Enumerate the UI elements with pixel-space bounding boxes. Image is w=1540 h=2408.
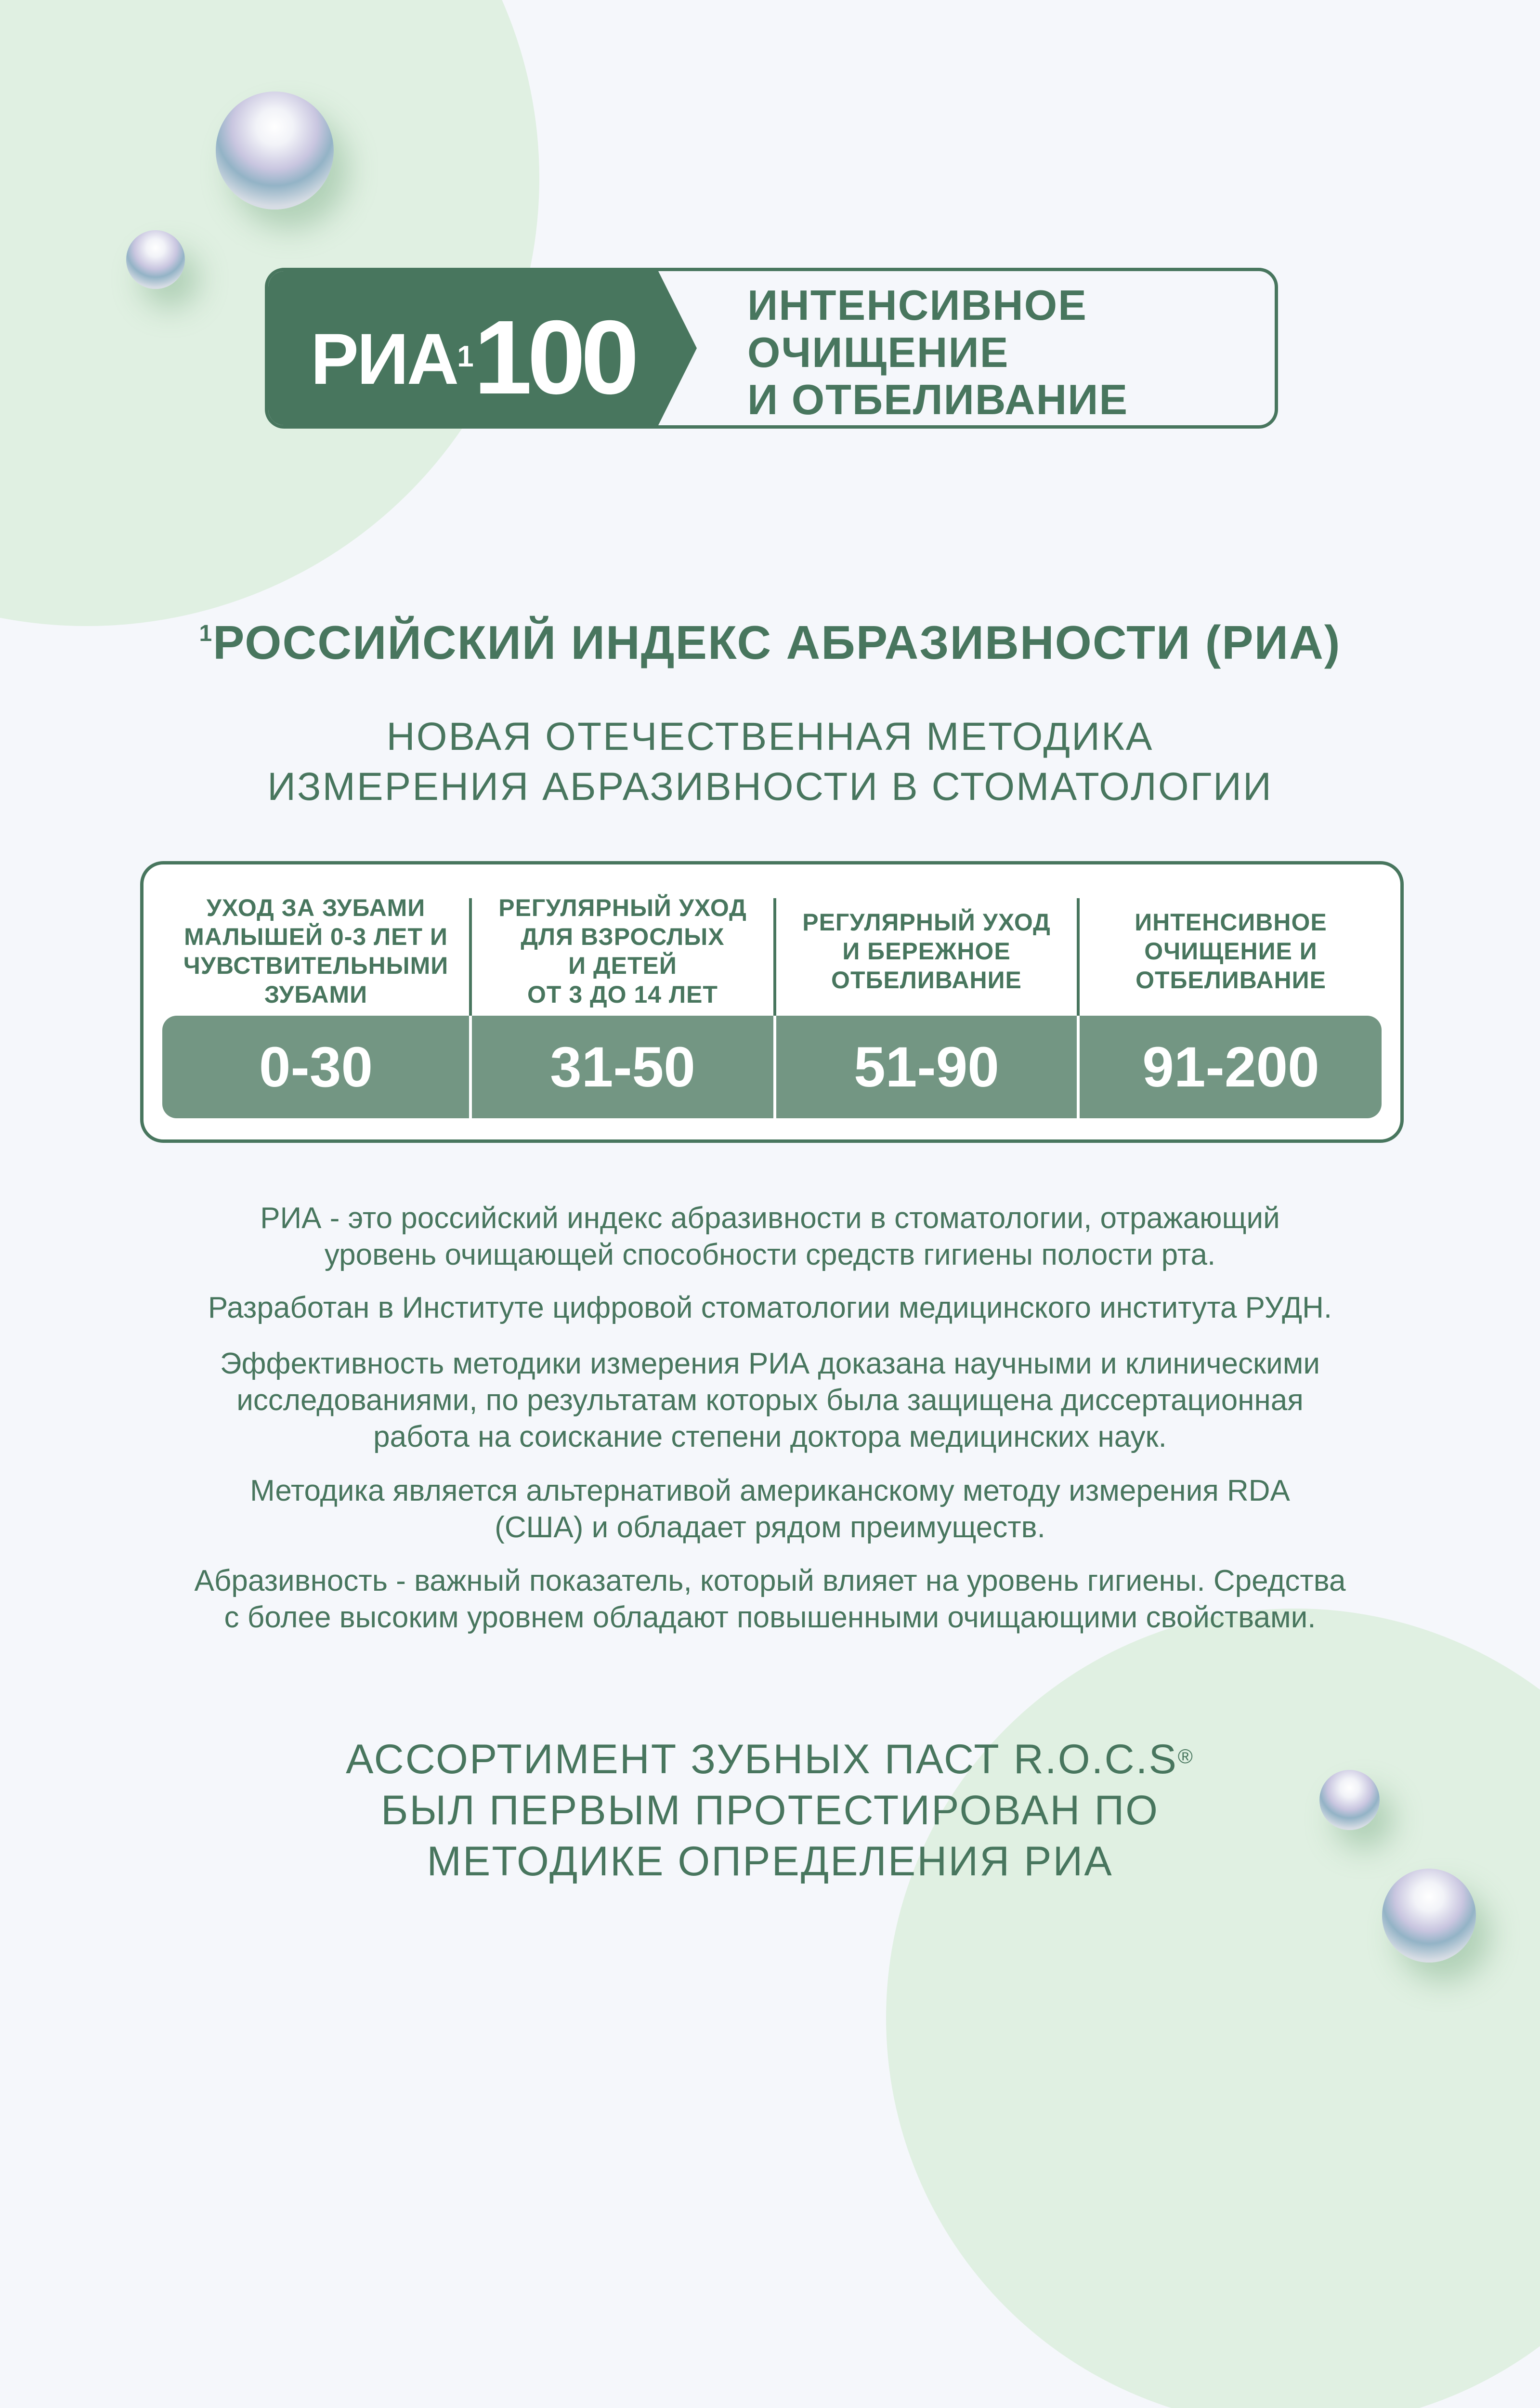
header-line: ОТБЕЛИВАНИЕ xyxy=(1135,967,1326,994)
header-line: РЕГУЛЯРНЫЙ УХОД xyxy=(498,894,747,921)
pearl-icon xyxy=(216,92,334,209)
badge-footnote-mark: 1 xyxy=(457,340,474,373)
page-title xyxy=(0,615,1540,670)
column-divider xyxy=(773,898,776,1118)
paragraph xyxy=(0,1563,1540,1636)
badge-description-line: ОЧИЩЕНИЕ xyxy=(747,328,1009,376)
pearl-icon xyxy=(1319,1770,1380,1830)
range-value: 0-30 xyxy=(259,1035,373,1099)
paragraph-line: (США) и обладает рядом преимуществ. xyxy=(495,1511,1045,1544)
pearl-icon xyxy=(1382,1869,1476,1963)
header-line: ОТБЕЛИВАНИЕ xyxy=(831,967,1022,994)
paragraph xyxy=(0,1473,1540,1546)
paragraph-line: Методика является альтернативой американскому методу измерения RDA xyxy=(250,1474,1290,1507)
paragraph-line: Абразивность - важный показатель, который влияет на уровень гигиены. Средства xyxy=(194,1564,1346,1597)
ria-badge xyxy=(265,268,1278,429)
closing-line: БЫЛ ПЕРВЫМ ПРОТЕСТИРОВАН ПО xyxy=(380,1787,1160,1833)
badge-description-line: ИНТЕНСИВНОЕ xyxy=(747,281,1087,329)
pearl-icon xyxy=(126,230,185,289)
range-value: 51-90 xyxy=(854,1035,999,1099)
paragraph-line: Эффективность методики измерения РИА доказана научными и клиническими xyxy=(220,1347,1320,1380)
decor-circle-bottom xyxy=(886,1609,1540,2408)
scale-column xyxy=(472,864,773,1139)
scale-column xyxy=(1080,864,1382,1139)
scale-column xyxy=(163,864,469,1139)
column-header xyxy=(472,889,773,1014)
header-line: ИНТЕНСИВНОЕ xyxy=(1135,909,1327,936)
header-line: УХОД ЗА ЗУБАМИ xyxy=(206,894,426,921)
badge-number: 100 xyxy=(473,299,635,416)
abrasivity-scale-table xyxy=(140,861,1404,1143)
scale-column xyxy=(777,864,1076,1139)
subtitle-line: НОВАЯ ОТЕЧЕСТВЕННАЯ МЕТОДИКА xyxy=(386,715,1154,759)
title-text: РОССИЙСКИЙ ИНДЕКС АБРАЗИВНОСТИ (РИА) xyxy=(213,616,1341,669)
paragraph-line: с более высоким уровнем обладают повышенными очищающими свойствами. xyxy=(224,1601,1316,1634)
badge-label: РИА xyxy=(311,318,457,399)
header-line: ДЛЯ ВЗРОСЛЫХ xyxy=(521,923,725,950)
badge-description-line: И ОТБЕЛИВАНИЕ xyxy=(747,376,1129,423)
closing-line: АССОРТИМЕНТ ЗУБНЫХ ПАСТ R.O.C.S xyxy=(346,1736,1178,1782)
title-footnote-mark: 1 xyxy=(199,621,213,646)
paragraph xyxy=(0,1346,1540,1455)
header-line: ОЧИЩЕНИЕ И xyxy=(1144,938,1318,965)
header-line: И ДЕТЕЙ xyxy=(568,952,677,979)
paragraph-line: работа на соискание степени доктора медицинских наук. xyxy=(373,1420,1167,1453)
paragraph-line: исследованиями, по результатам которых была защищена диссертационная xyxy=(236,1384,1304,1417)
closing-line: МЕТОДИКЕ ОПРЕДЕЛЕНИЯ РИА xyxy=(427,1838,1113,1885)
header-line: ОТ 3 ДО 14 ЛЕТ xyxy=(527,981,718,1008)
badge-value xyxy=(311,299,635,416)
header-line: ЧУВСТВИТЕЛЬНЫМИ xyxy=(183,952,449,979)
subtitle-line: ИЗМЕРЕНИЯ АБРАЗИВНОСТИ В СТОМАТОЛОГИИ xyxy=(267,765,1273,809)
registered-mark: ® xyxy=(1177,1745,1194,1767)
range-value: 91-200 xyxy=(1142,1035,1319,1099)
paragraph-line: РИА - это российский индекс абразивности в стоматологии, отражающий xyxy=(260,1202,1280,1235)
closing-statement xyxy=(0,1734,1540,1887)
column-header xyxy=(1080,889,1382,1014)
paragraph-line: уровень очищающей способности средств гигиены полости рта. xyxy=(324,1238,1216,1271)
column-header xyxy=(777,889,1076,1014)
header-line: ЗУБАМИ xyxy=(264,981,368,1008)
badge-description xyxy=(747,282,1128,423)
paragraph-line: Разработан в Институте цифровой стоматологии медицинского института РУДН. xyxy=(208,1291,1332,1324)
column-divider xyxy=(469,898,472,1118)
header-line: И БЕРЕЖНОЕ xyxy=(842,938,1011,965)
range-value: 31-50 xyxy=(550,1035,695,1099)
column-divider xyxy=(1077,898,1080,1118)
header-line: МАЛЫШЕЙ 0-3 ЛЕТ И xyxy=(184,923,448,950)
paragraph xyxy=(0,1200,1540,1273)
paragraph xyxy=(0,1290,1540,1326)
header-line: РЕГУЛЯРНЫЙ УХОД xyxy=(802,909,1051,936)
column-header xyxy=(163,889,469,1014)
page-subtitle xyxy=(0,712,1540,812)
